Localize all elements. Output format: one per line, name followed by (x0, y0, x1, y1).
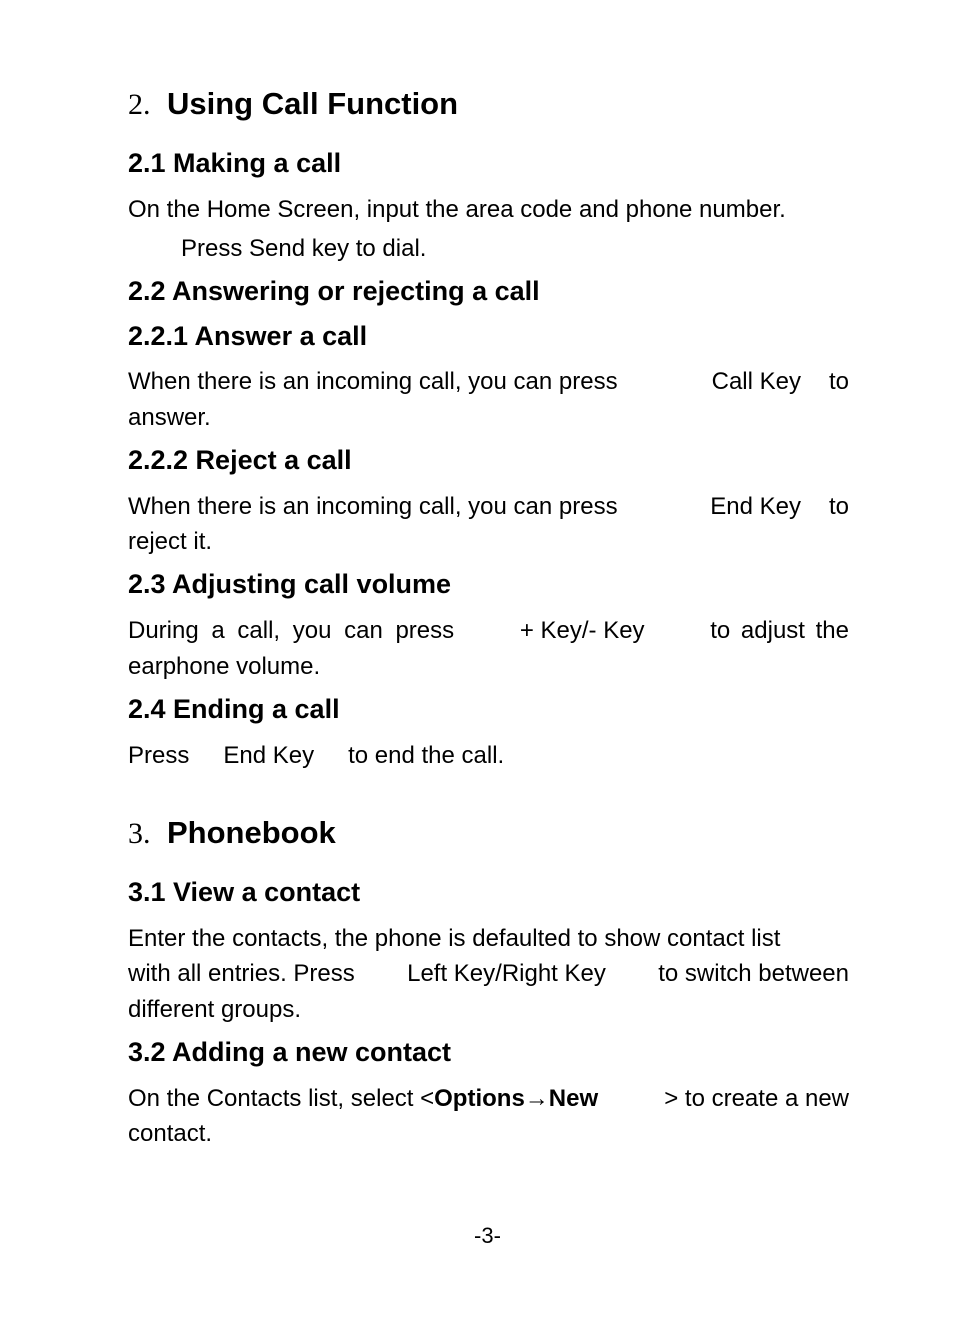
text-segment: to (828, 368, 849, 395)
paragraph-2-4 (128, 738, 849, 773)
paragraph-2-2-1-line2: answer. (128, 404, 211, 431)
arrow-icon: → (524, 1085, 549, 1112)
paragraph-2-3-line1 (128, 613, 849, 648)
paragraph-3-1-line1: Enter the contacts, the phone is defaulted to show contact list (128, 925, 781, 952)
heading-3-2: 3.2 Adding a new contact (128, 1037, 452, 1067)
paragraph-2-2-1-line1 (128, 364, 849, 399)
heading-2-3: 2.3 Adjusting call volume (128, 569, 452, 599)
menu-path (128, 1081, 598, 1116)
paragraph-3-2-line2: contact. (128, 1120, 213, 1147)
text-segment: to end the call. (348, 742, 505, 769)
key-name: Left Key/Right Key (407, 960, 606, 987)
paragraph-2-3-line2: earphone volume. (128, 653, 321, 680)
paragraph-2-2-2-line2: reject it. (128, 528, 213, 555)
menu-option: Options (434, 1085, 525, 1112)
text-segment: When there is an incoming call, you can press (128, 493, 618, 520)
key-name: Call Key (711, 368, 801, 395)
paragraph-3-1-line2 (128, 956, 849, 991)
key-name: + Key/- Key (519, 617, 645, 644)
section-title-text: Phonebook (167, 815, 336, 850)
text-segment: > to create a new (664, 1085, 849, 1112)
text-segment: to (828, 493, 849, 520)
text-segment: On the Contacts list, select < (128, 1085, 435, 1112)
paragraph-2-1-line1: On the Home Screen, input the area code and phone number. (128, 196, 786, 223)
paragraph-3-2-line1 (128, 1081, 849, 1116)
heading-2-4: 2.4 Ending a call (128, 694, 340, 724)
text-segment: to adjust the (710, 617, 849, 644)
section-2-title (128, 86, 458, 123)
text-segment: During a call, you can press (128, 617, 455, 644)
section-number: 3. (128, 817, 151, 850)
page-number: -3- (474, 1223, 501, 1248)
section-number: 2. (128, 88, 151, 121)
heading-2-2: 2.2 Answering or rejecting a call (128, 276, 540, 306)
paragraph-2-2-2-line1 (128, 489, 849, 524)
heading-2-2-2: 2.2.2 Reject a call (128, 445, 352, 475)
key-name: End Key (710, 493, 801, 520)
key-name: End Key (223, 742, 315, 769)
text-segment: to switch between (658, 960, 849, 987)
heading-2-1: 2.1 Making a call (128, 148, 342, 178)
paragraph-2-1-line2: Press Send key to dial. (181, 235, 427, 262)
text-segment: When there is an incoming call, you can press (128, 368, 618, 395)
section-title-text: Using Call Function (167, 86, 459, 121)
text-segment: Press (128, 742, 190, 769)
heading-3-1: 3.1 View a contact (128, 877, 361, 907)
text-segment: with all entries. Press (128, 960, 355, 987)
section-3-title (128, 815, 336, 852)
paragraph-3-1-line3: different groups. (128, 996, 302, 1023)
menu-option: New (548, 1085, 599, 1112)
heading-2-2-1: 2.2.1 Answer a call (128, 321, 368, 351)
